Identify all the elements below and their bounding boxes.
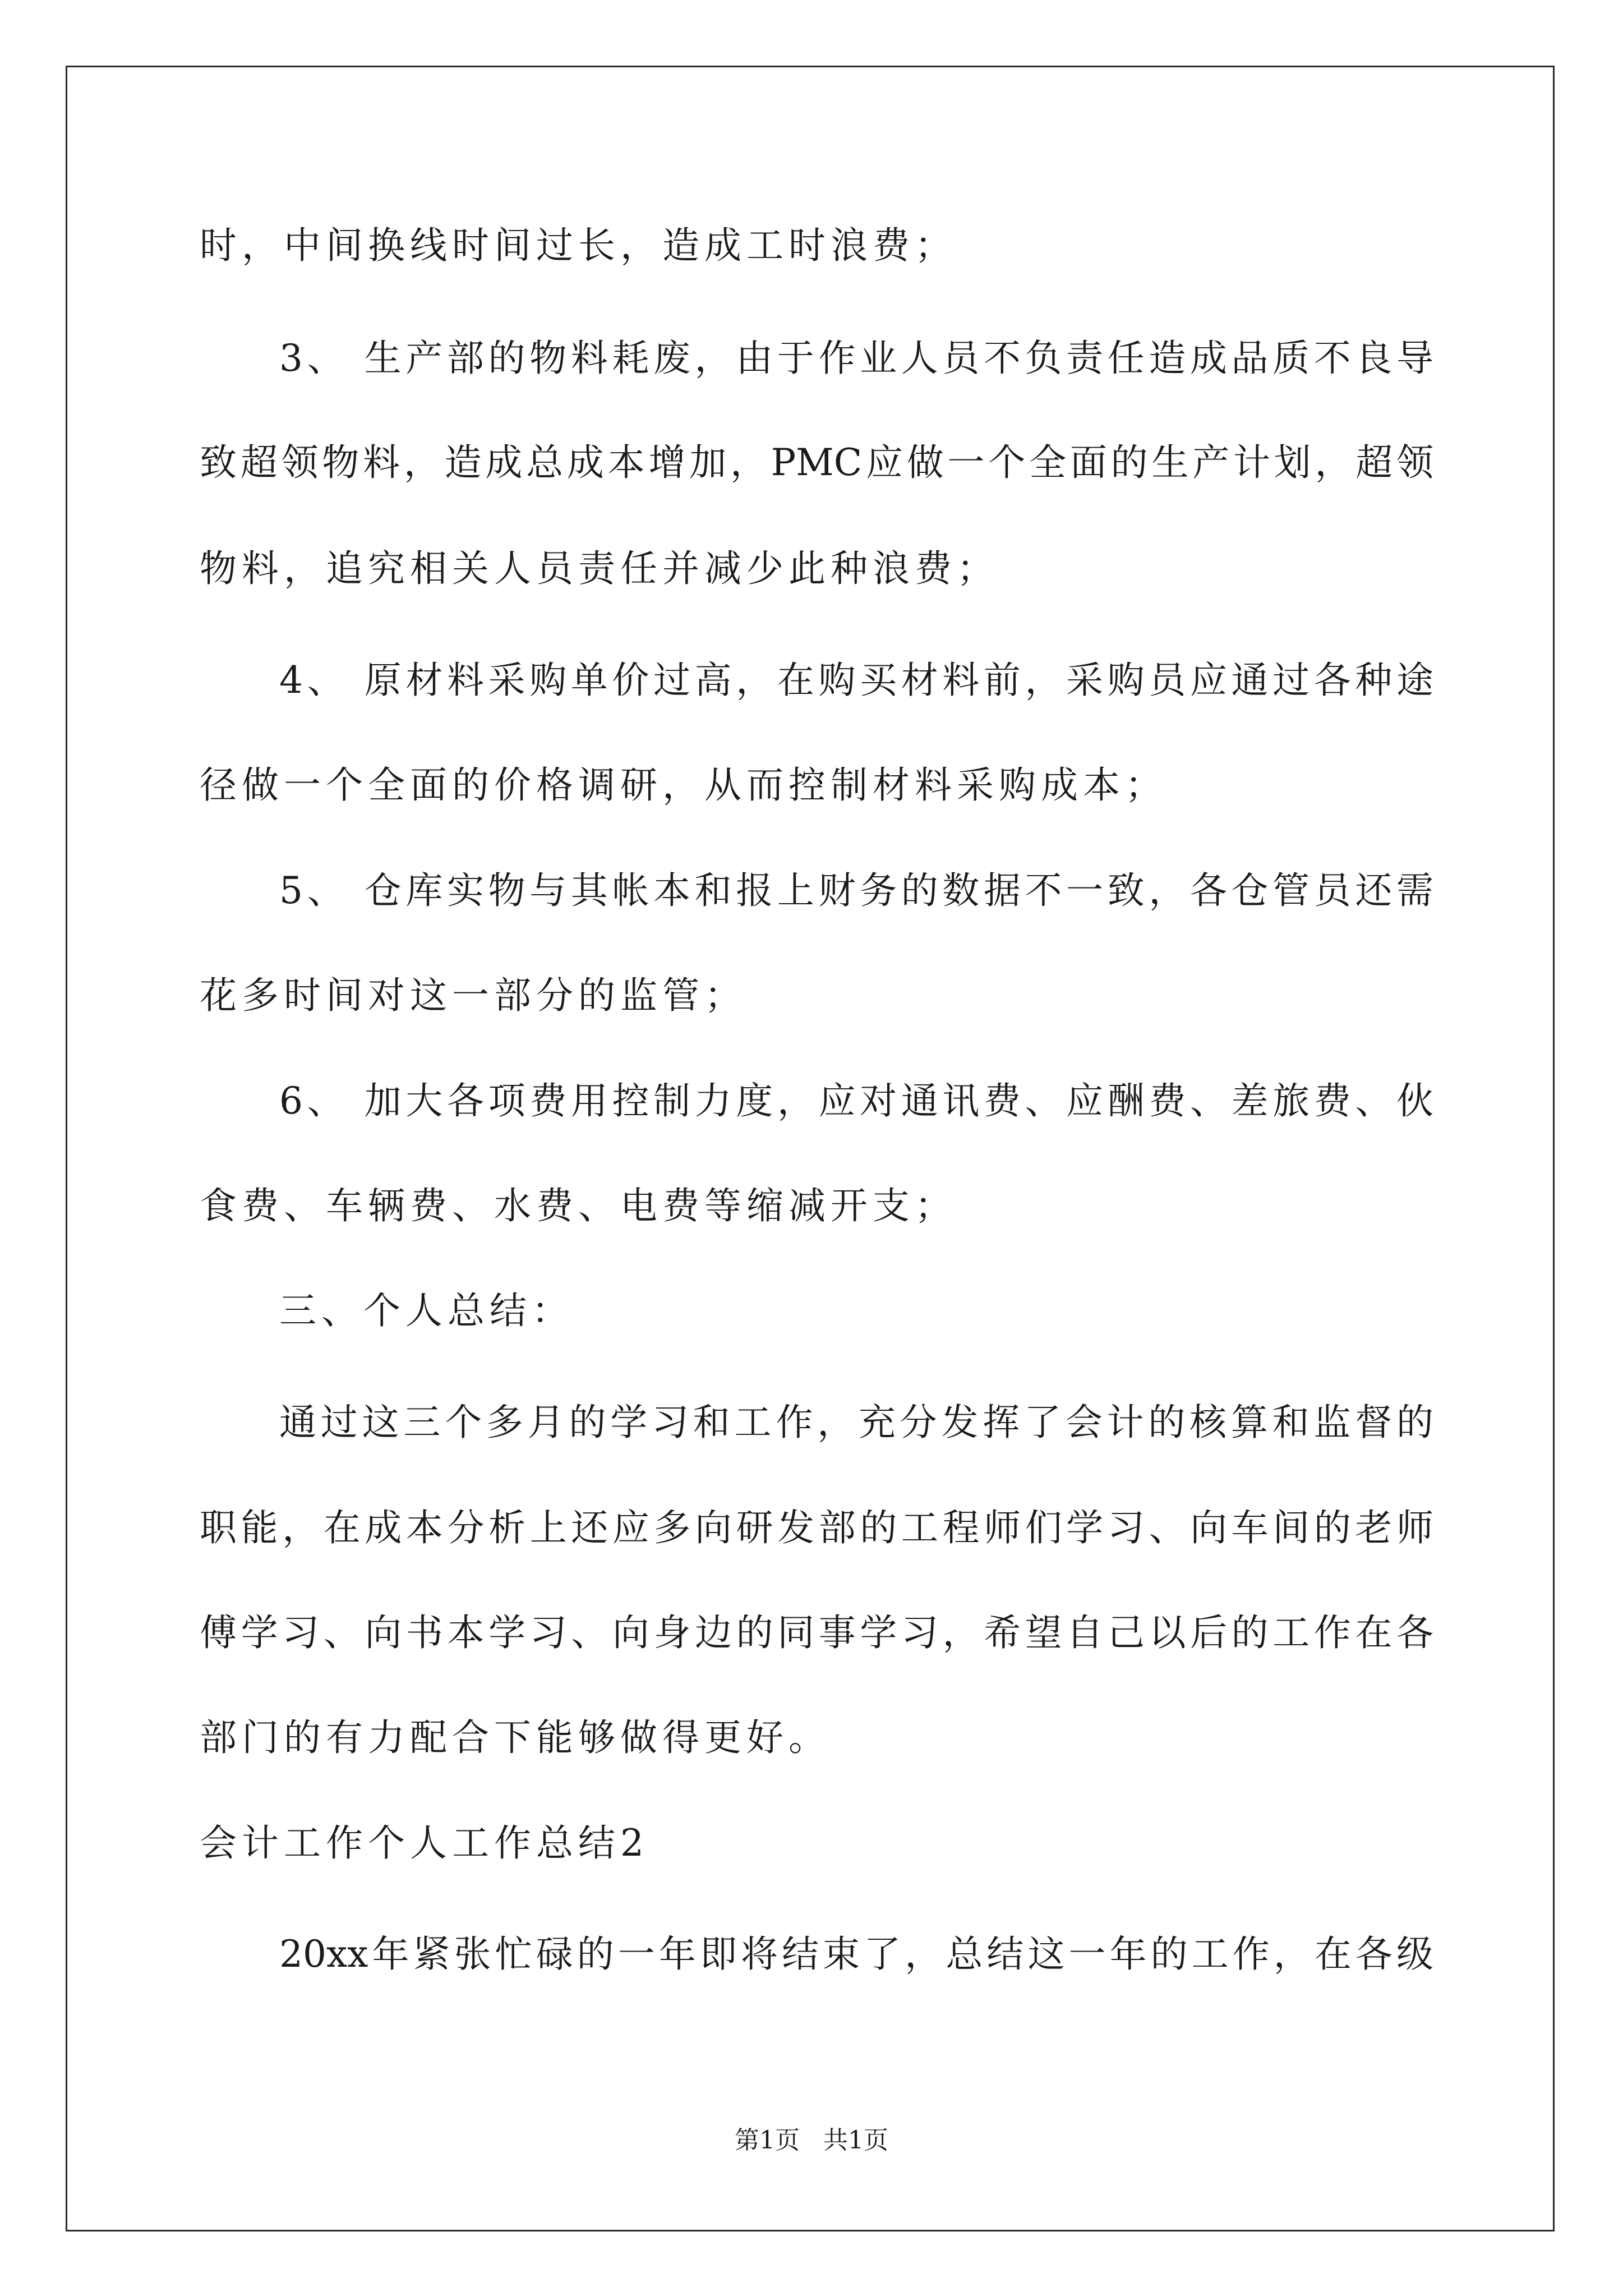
list-item-6-line: 6、 加大各项费用控制力度，应对通讯费、应酬费、差旅费、伙 <box>279 1079 1433 1122</box>
page-total: 共1页 <box>823 2126 888 2155</box>
paragraph-line: 食费、车辆费、水费、电费等缩减开支； <box>200 1184 957 1227</box>
paragraph-line: 致超领物料，造成总成本增加，PMC应做一个全面的生产计划，超领 <box>200 441 1433 484</box>
list-item-4-line: 4、 原材料采购单价过高，在购买材料前，采购员应通过各种途 <box>279 659 1433 702</box>
paragraph-line: 职能，在成本分析上还应多向研发部的工程师们学习、向车间的老师 <box>200 1506 1433 1549</box>
paragraph-line: 物料，追究相关人员责任并减少此种浪费； <box>200 547 999 590</box>
paragraph-line: 花多时间对这一部分的监管； <box>200 974 746 1017</box>
document-title: 会计工作个人工作总结2 <box>200 1821 649 1865</box>
list-item-5-line: 5、 仓库实物与其帐本和报上财务的数据不一致，各仓管员还需 <box>279 869 1433 912</box>
paragraph-line: 径做一个全面的价格调研，从而控制材料采购成本； <box>200 763 1167 807</box>
section-heading: 三、个人总结： <box>279 1289 574 1332</box>
list-item-3-line: 3、 生产部的物料耗废，由于作业人员不负责任造成品质不良导 <box>279 337 1433 380</box>
paragraph-line: 傅学习、向书本学习、向身边的同事学习，希望自己以后的工作在各 <box>200 1611 1433 1654</box>
paragraph-line: 部门的有力配合下能够做得更好。 <box>200 1716 831 1759</box>
paragraph-line: 通过这三个多月的学习和工作，充分发挥了会计的核算和监督的 <box>279 1401 1433 1444</box>
page-footer <box>0 2125 1623 2156</box>
page-number: 第1页 <box>735 2126 800 2155</box>
paragraph-line: 时，中间换线时间过长，造成工时浪费； <box>200 224 957 267</box>
paragraph-line: 20xx年紧张忙碌的一年即将结束了，总结这一年的工作，在各级 <box>279 1932 1433 1976</box>
page-border <box>66 66 1555 2231</box>
